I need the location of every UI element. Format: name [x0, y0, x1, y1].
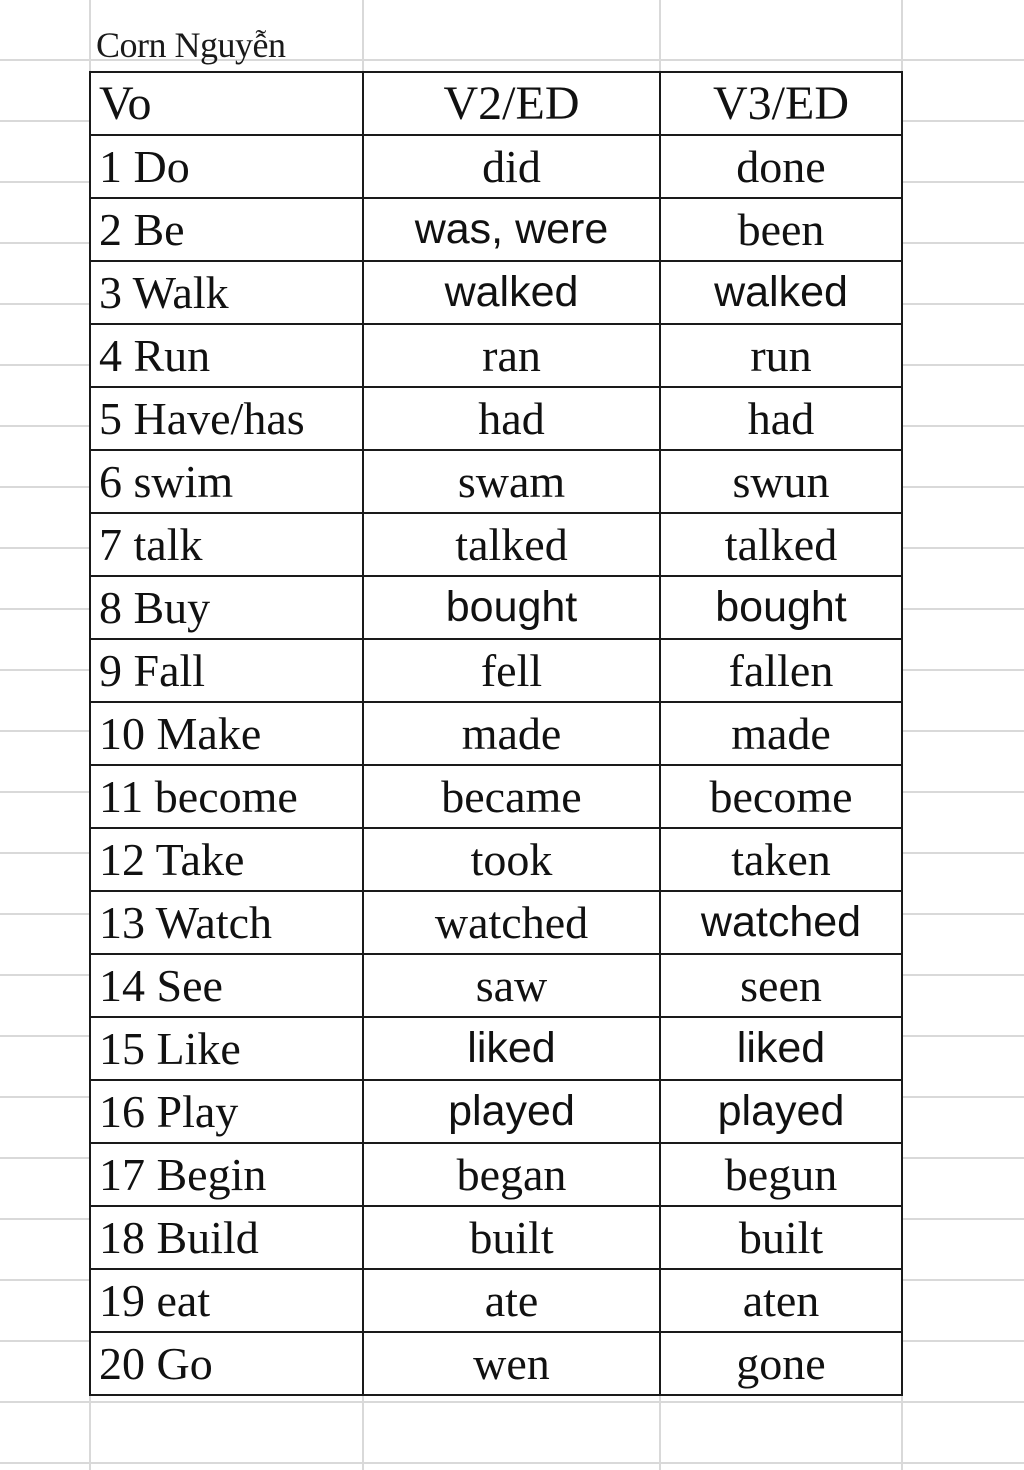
header-cell-past[interactable]: V2/ED: [363, 72, 660, 135]
table-row: [90, 1017, 902, 1080]
table-row: [90, 198, 902, 261]
table-row: [90, 1332, 902, 1395]
sheet-caption[interactable]: Corn Nguyễn: [96, 25, 286, 65]
cell-past-simple[interactable]: watched: [363, 891, 660, 954]
cell-base-verb[interactable]: 10 Make: [90, 702, 363, 765]
cell-past-participle[interactable]: taken: [660, 828, 902, 891]
cell-past-simple[interactable]: played: [363, 1080, 660, 1143]
cell-base-verb[interactable]: 2 Be: [90, 198, 363, 261]
cell-base-verb[interactable]: 18 Build: [90, 1206, 363, 1269]
cell-base-verb[interactable]: 8 Buy: [90, 576, 363, 639]
cell-past-simple[interactable]: built: [363, 1206, 660, 1269]
cell-base-verb[interactable]: 13 Watch: [90, 891, 363, 954]
table-row: [90, 324, 902, 387]
cell-past-participle[interactable]: had: [660, 387, 902, 450]
cell-past-participle[interactable]: fallen: [660, 639, 902, 702]
cell-past-participle[interactable]: begun: [660, 1143, 902, 1206]
table-row: [90, 261, 902, 324]
cell-past-simple[interactable]: saw: [363, 954, 660, 1017]
cell-base-verb[interactable]: 19 eat: [90, 1269, 363, 1332]
table-row: [90, 513, 902, 576]
cell-past-simple[interactable]: bought: [363, 576, 660, 639]
cell-base-verb[interactable]: 4 Run: [90, 324, 363, 387]
verb-rows: [90, 135, 902, 1395]
cell-past-participle[interactable]: talked: [660, 513, 902, 576]
table-row: [90, 1143, 902, 1206]
cell-past-participle[interactable]: walked: [660, 261, 902, 324]
table-row: [90, 702, 902, 765]
cell-past-simple[interactable]: had: [363, 387, 660, 450]
cell-past-simple[interactable]: walked: [363, 261, 660, 324]
cell-past-simple[interactable]: wen: [363, 1332, 660, 1395]
cell-base-verb[interactable]: 9 Fall: [90, 639, 363, 702]
cell-past-participle[interactable]: played: [660, 1080, 902, 1143]
table-row: [90, 450, 902, 513]
cell-past-simple[interactable]: ate: [363, 1269, 660, 1332]
table-row: [90, 576, 902, 639]
table-row: [90, 891, 902, 954]
cell-past-participle[interactable]: done: [660, 135, 902, 198]
table-row: [90, 765, 902, 828]
cell-past-participle[interactable]: liked: [660, 1017, 902, 1080]
cell-base-verb[interactable]: 11 become: [90, 765, 363, 828]
table-row: [90, 1269, 902, 1332]
table-row: [90, 1206, 902, 1269]
cell-past-simple[interactable]: began: [363, 1143, 660, 1206]
cell-base-verb[interactable]: 15 Like: [90, 1017, 363, 1080]
cell-past-participle[interactable]: aten: [660, 1269, 902, 1332]
table-row: [90, 954, 902, 1017]
cell-past-simple[interactable]: swam: [363, 450, 660, 513]
cell-past-participle[interactable]: built: [660, 1206, 902, 1269]
header-cell-past-participle[interactable]: V3/ED: [660, 72, 902, 135]
cell-base-verb[interactable]: 14 See: [90, 954, 363, 1017]
cell-base-verb[interactable]: 3 Walk: [90, 261, 363, 324]
cell-past-simple[interactable]: ran: [363, 324, 660, 387]
cell-past-participle[interactable]: gone: [660, 1332, 902, 1395]
cell-past-participle[interactable]: watched: [660, 891, 902, 954]
cell-base-verb[interactable]: 17 Begin: [90, 1143, 363, 1206]
table-row: [90, 1080, 902, 1143]
cell-past-simple[interactable]: liked: [363, 1017, 660, 1080]
cell-past-participle[interactable]: made: [660, 702, 902, 765]
cell-past-participle[interactable]: bought: [660, 576, 902, 639]
table-row: [90, 639, 902, 702]
cell-base-verb[interactable]: 20 Go: [90, 1332, 363, 1395]
cell-past-participle[interactable]: run: [660, 324, 902, 387]
cell-past-participle[interactable]: been: [660, 198, 902, 261]
cell-past-simple[interactable]: made: [363, 702, 660, 765]
cell-base-verb[interactable]: 16 Play: [90, 1080, 363, 1143]
cell-base-verb[interactable]: 5 Have/has: [90, 387, 363, 450]
cell-past-participle[interactable]: become: [660, 765, 902, 828]
verb-table: [89, 71, 903, 1396]
table-row: [90, 828, 902, 891]
cell-past-simple[interactable]: did: [363, 135, 660, 198]
cell-past-participle[interactable]: seen: [660, 954, 902, 1017]
table-header-row: [90, 72, 902, 135]
cell-past-simple[interactable]: talked: [363, 513, 660, 576]
cell-past-simple[interactable]: became: [363, 765, 660, 828]
table-row: [90, 387, 902, 450]
table-row: [90, 135, 902, 198]
cell-past-simple[interactable]: was, were: [363, 198, 660, 261]
cell-base-verb[interactable]: 12 Take: [90, 828, 363, 891]
header-cell-base[interactable]: Vo: [90, 72, 363, 135]
cell-base-verb[interactable]: 1 Do: [90, 135, 363, 198]
cell-past-participle[interactable]: swun: [660, 450, 902, 513]
cell-past-simple[interactable]: took: [363, 828, 660, 891]
cell-base-verb[interactable]: 6 swim: [90, 450, 363, 513]
cell-past-simple[interactable]: fell: [363, 639, 660, 702]
cell-base-verb[interactable]: 7 talk: [90, 513, 363, 576]
